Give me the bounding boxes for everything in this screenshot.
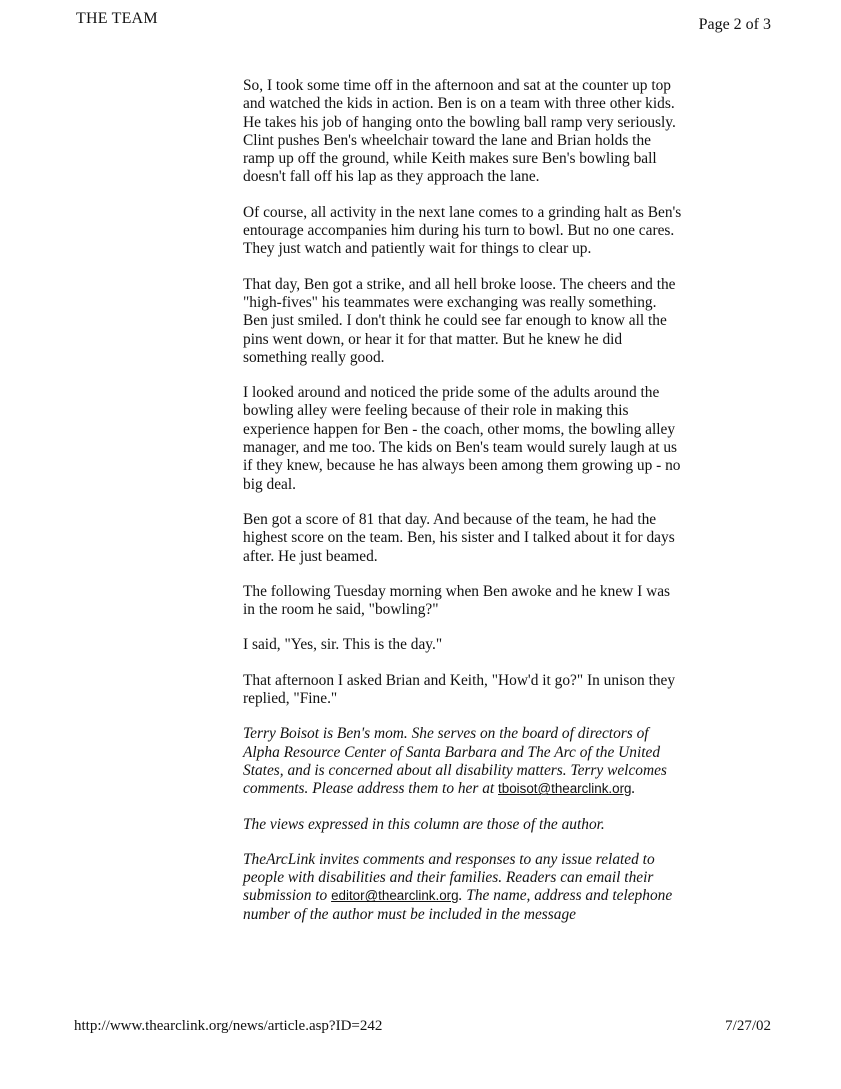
paragraph-1: So, I took some time off in the afternoon and sat at the counter up top and watched the kids in action. Ben is on a team with three other kids. He takes his job of hanging onto the bowling ball ramp very seriously. Clint pushes Ben's wheelchair toward the lane and Brian holds the ramp up off the ground, while Keith makes sure Ben's bowling ball doesn't fall off his lap as they approach the lane. — [243, 77, 676, 186]
paragraph-2: Of course, all activity in the next lane comes to a grinding halt as Ben's entourage accompanies him during his turn to bowl. But no one cares. They just watch and patiently wait for things to clear up. — [243, 203, 682, 258]
editor-email-link[interactable]: editor@thearclink.org — [331, 888, 459, 904]
submission-invite — [243, 851, 683, 924]
author-email-link[interactable]: tboisot@thearclink.org — [498, 781, 632, 797]
document-title: THE TEAM — [76, 10, 158, 27]
author-bio-text: Terry Boisot is Ben's mom. She serves on the board of directors of Alpha Resource Center of Santa Barbara and The Arc of the United States, and is concerned about all disability matters. Terry welcomes comments. Please address them to her at — [243, 725, 667, 798]
footer-date: 7/27/02 — [725, 1018, 771, 1034]
footer-url: http://www.thearclink.org/news/article.asp?ID=242 — [74, 1018, 383, 1034]
paragraph-6: The following Tuesday morning when Ben awoke and he knew I was in the room he said, "bowling?" — [243, 582, 671, 619]
disclaimer: The views expressed in this column are those of the author. — [243, 815, 605, 833]
page-header — [76, 10, 771, 34]
page-number: Page 2 of 3 — [698, 16, 771, 33]
page-footer — [74, 1018, 771, 1035]
author-bio — [243, 725, 683, 798]
invite-end: . The name, address and telephone number of the author must be included in the message — [243, 887, 673, 923]
paragraph-4: I looked around and noticed the pride some of the adults around the bowling alley were feeling because of their role in making this experience happen for Ben - the coach, other moms, the bowling alley manager, and me too. The kids on Ben's team would surely laugh at us if they knew, because he has always been among them growing up - no big deal. — [243, 384, 681, 493]
paragraph-7: I said, "Yes, sir. This is the day." — [243, 636, 443, 654]
invite-text: TheArcLink invites comments and responses to any issue related to people with disabilities and their families. Readers can email their submission to — [243, 850, 655, 905]
paragraph-3: That day, Ben got a strike, and all hell broke loose. The cheers and the "high-fives" his teammates were exchanging was really something. Ben just smiled. I don't think he could see far enough to know all the pins went down, or hear it for that matter. But he knew he did something really good. — [243, 275, 676, 366]
paragraph-8: That afternoon I asked Brian and Keith, "How'd it go?" In unison they replied, "Fine." — [243, 671, 676, 708]
author-bio-end: . — [631, 780, 636, 798]
paragraph-5: Ben got a score of 81 that day. And because of the team, he had the highest score on the team. Ben, his sister and I talked about it for days after. He just beamed. — [243, 510, 675, 565]
article-body — [243, 77, 683, 941]
